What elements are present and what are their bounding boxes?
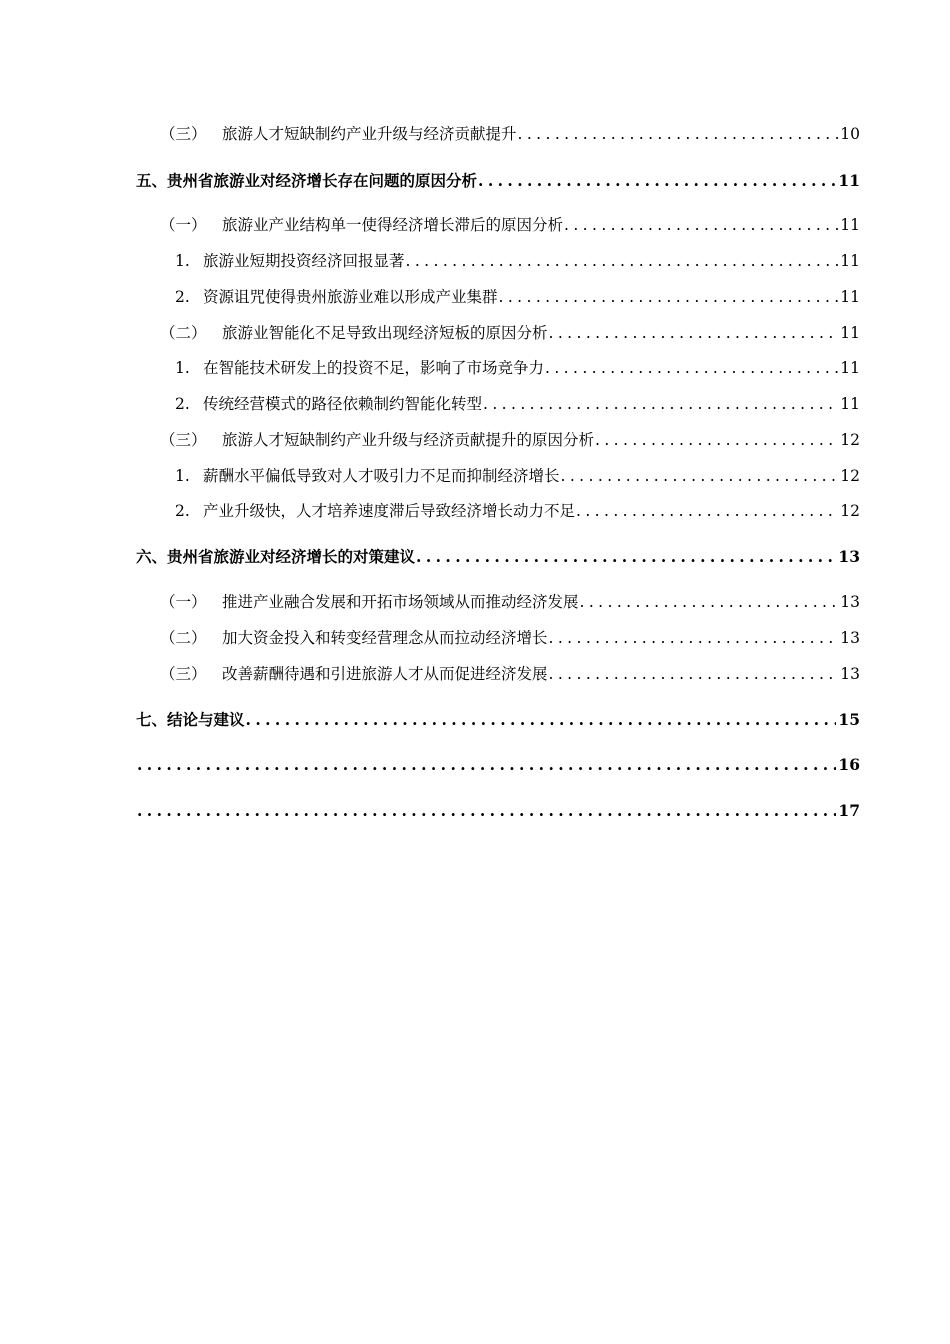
toc-entry-title: 改善薪酬待遇和引进旅游人才从而促进经济发展 <box>222 665 548 683</box>
toc-entry-title: 薪酬水平偏低导致对人才吸引力不足而抑制经济增长 <box>203 467 560 485</box>
toc-entry[interactable] <box>136 169 860 193</box>
toc-entry-number: 1. <box>175 252 190 270</box>
toc-entry-title: 旅游业产业结构单一使得经济增长滞后的原因分析 <box>222 216 564 234</box>
toc-entry-page: 11 <box>840 359 860 377</box>
toc-entry-title: 在智能技术研发上的投资不足，影响了市场竞争力 <box>203 359 545 377</box>
toc-entry-number: 1. <box>175 359 190 377</box>
toc-entry-number: （三） <box>160 665 207 683</box>
toc-dot-leader <box>564 213 838 237</box>
toc-dot-leader <box>561 464 839 488</box>
toc-entry-number: 1. <box>175 467 190 485</box>
toc-entry-number: 2. <box>175 502 190 520</box>
toc-entry-number: （三） <box>160 125 207 143</box>
toc-entry-page: 11 <box>840 395 860 413</box>
toc-entry-number: （二） <box>160 629 207 647</box>
toc-entry-title: 旅游业短期投资经济回报显著 <box>203 252 405 270</box>
toc-entry-title: 旅游业智能化不足导致出现经济短板的原因分析 <box>222 324 548 342</box>
toc-dot-leader <box>549 662 839 686</box>
toc-entry-number: （三） <box>160 431 207 449</box>
toc-entry-page: 12 <box>840 502 860 520</box>
toc-entry[interactable] <box>175 356 860 380</box>
toc-entry-page: 11 <box>838 171 860 190</box>
toc-entry-page: 12 <box>840 431 860 449</box>
toc-entry-page: 11 <box>840 324 860 342</box>
toc-entry-title: 传统经营模式的路径依赖制约智能化转型 <box>203 395 483 413</box>
toc-entry[interactable] <box>160 321 860 345</box>
toc-entry-page: 16 <box>838 755 860 774</box>
toc-entry-title: 资源诅咒使得贵州旅游业难以形成产业集群 <box>203 288 498 306</box>
toc-dot-leader <box>549 321 839 345</box>
toc-entry-title: 结论与建议 <box>167 710 245 729</box>
toc-entry-number: 六、 <box>136 547 168 566</box>
toc-dot-leader <box>406 249 839 273</box>
toc-entry-title: 旅游人才短缺制约产业升级与经济贡献提升 <box>222 125 517 143</box>
toc-entry-page: 12 <box>840 467 860 485</box>
toc-entry[interactable] <box>175 249 860 273</box>
toc-entry-page: 11 <box>840 252 860 270</box>
toc-entry-page: 17 <box>838 801 860 820</box>
toc-entry-number: 七、 <box>136 710 168 729</box>
toc-dot-leader <box>595 428 838 452</box>
toc-entry[interactable] <box>160 213 860 237</box>
toc-entry-title: 贵州省旅游业对经济增长的对策建议 <box>167 547 416 566</box>
toc-entry-title: 推进产业融合发展和开拓市场领域从而推动经济发展 <box>222 593 579 611</box>
toc-entry[interactable] <box>136 545 860 569</box>
toc-dot-leader <box>478 169 836 193</box>
toc-entry-page: 13 <box>838 547 860 566</box>
toc-entry-number: （二） <box>160 324 207 342</box>
toc-entry-page: 11 <box>840 288 860 306</box>
toc-dot-leader <box>416 545 836 569</box>
toc-entry[interactable] <box>160 590 860 614</box>
toc-entry[interactable] <box>175 499 860 523</box>
toc-entry-number: （一） <box>160 216 207 234</box>
toc-entry-title: 加大资金投入和转变经营理念从而拉动经济增长 <box>222 629 548 647</box>
toc-dot-leader <box>518 122 839 146</box>
toc-entry[interactable] <box>136 799 860 823</box>
toc-entry-page: 13 <box>840 593 860 611</box>
toc-entry-page: 13 <box>840 629 860 647</box>
toc-dot-leader <box>545 356 838 380</box>
toc-entry[interactable] <box>160 428 860 452</box>
toc-entry[interactable] <box>160 626 860 650</box>
toc-entry-title: 产业升级快，人才培养速度滞后导致经济增长动力不足 <box>203 502 576 520</box>
toc-entry-title: 旅游人才短缺制约产业升级与经济贡献提升的原因分析 <box>222 431 595 449</box>
toc-entry-number: 2. <box>175 288 190 306</box>
toc-entry-title: 贵州省旅游业对经济增长存在问题的原因分析 <box>167 171 478 190</box>
toc-dot-leader <box>137 799 836 823</box>
toc-entry-page: 10 <box>840 125 860 143</box>
toc-dot-leader <box>549 626 839 650</box>
toc-dot-leader <box>499 285 839 309</box>
toc-entry[interactable] <box>160 122 860 146</box>
toc-dot-leader <box>246 708 837 732</box>
toc-entry-number: 五、 <box>136 171 168 190</box>
toc-dot-leader <box>576 499 838 523</box>
toc-entry-page: 13 <box>840 665 860 683</box>
toc-entry-number: 2. <box>175 395 190 413</box>
toc-dot-leader <box>137 753 836 777</box>
toc-dot-leader <box>580 590 839 614</box>
toc-entry[interactable] <box>175 285 860 309</box>
toc-entry-number: （一） <box>160 593 207 611</box>
toc-entry-page: 11 <box>840 216 860 234</box>
toc-entry[interactable] <box>175 464 860 488</box>
toc-entry-page: 15 <box>838 710 860 729</box>
toc-entry[interactable] <box>136 708 860 732</box>
toc-entry[interactable] <box>160 662 860 686</box>
toc-dot-leader <box>483 392 838 416</box>
toc-entry[interactable] <box>175 392 860 416</box>
toc-entry[interactable] <box>136 753 860 777</box>
